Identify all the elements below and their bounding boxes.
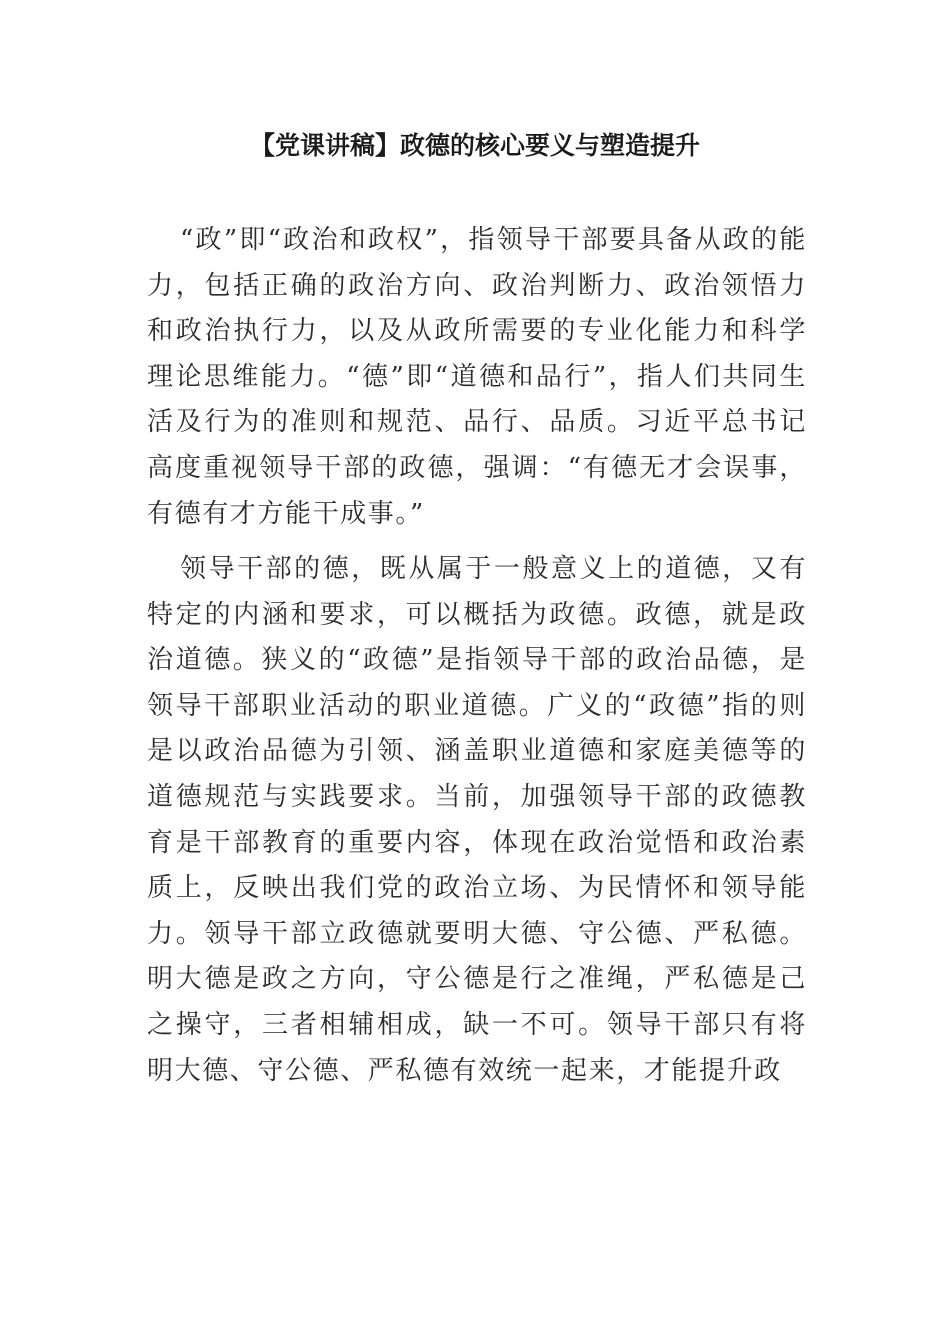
document-title: 【党课讲稿】政德的核心要义与塑造提升 xyxy=(249,131,700,160)
paragraph-1: “政”即“政治和政权”，指领导干部要具备从政的能力，包括正确的政治方向、政治判断力、政治领悟力和政治执行力，以及从政所需要的专业化能力和科学理论思维能力。“德”即“道德和品行”，指人们共同生活及行为的准则和规范、品行、品质。习近平总书记高度重视领导干部的政德，强调：“有德无才会误事，有德有才方能干成事。” xyxy=(147,225,807,529)
paragraph-2: 领导干部的德，既从属于一般意义上的道德，又有特定的内涵和要求，可以概括为政德。政德，就是政治道德。狭义的“政德”是指领导干部的政治品德，是领导干部职业活动的职业道德。广义的“政德”指的则是以政治品德为引领、涵盖职业道德和家庭美德等的道德规范与实践要求。当前，加强领导干部的政德教育是干部教育的重要内容，体现在政治觉悟和政治素质上，反映出我们党的政治立场、为民情怀和领导能力。领导干部立政德就要明大德、守公德、严私德。明大德是政之方向，守公德是行之准绳，严私德是己之操守，三者相辅相成，缺一不可。领导干部只有将明大德、守公德、严私德有效统一起来，才能提升政 xyxy=(147,554,807,1086)
